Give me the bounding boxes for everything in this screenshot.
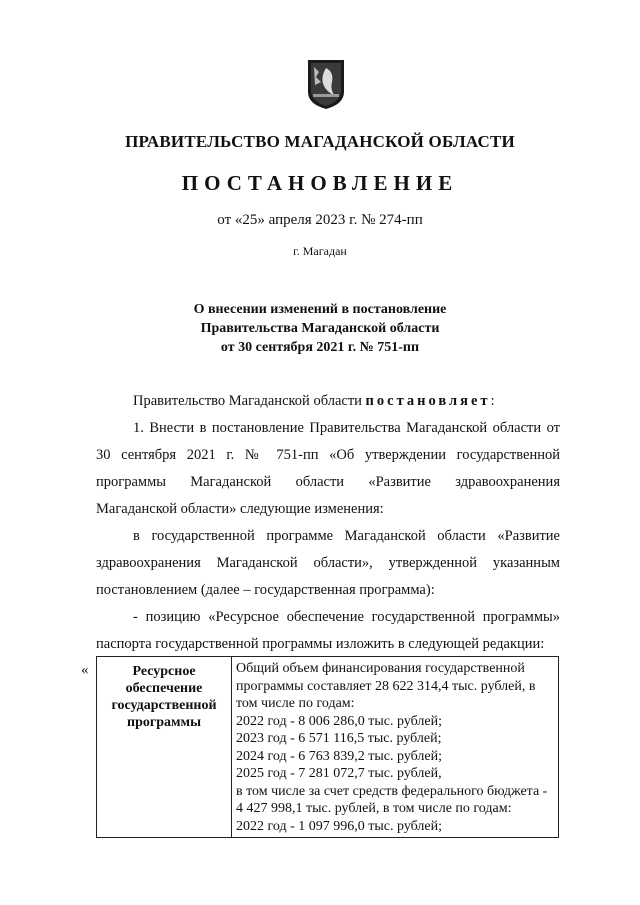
subject-line-1: О внесении изменений в постановление [193, 302, 447, 317]
label-line: Ресурсное [132, 664, 196, 679]
document-subject [0, 300, 640, 357]
label-line: обеспечение [125, 681, 203, 696]
subject-line-2: Правительства Магаданской области [200, 321, 440, 336]
document-date-number: от «25» апреля 2023 г. № 274-пп [217, 212, 423, 228]
preamble [96, 388, 560, 415]
resource-table [96, 656, 559, 838]
document-city: г. Магадан [293, 244, 347, 258]
open-quote: « [81, 662, 89, 678]
item-1-dash-text: - позицию «Ресурсное обеспечение государственной программы» паспорта государственной программы изложить в следующей редакции: [96, 609, 560, 652]
subject-line-3: от 30 сентября 2021 г. № 751-пп [220, 340, 420, 355]
financing-year: 2023 год - 6 571 116,5 тыс. рублей; [236, 731, 442, 746]
financing-year: 2025 год - 7 281 072,7 тыс. рублей, [236, 766, 442, 781]
federal-intro: в том числе за счет средств федерального бюджета - 4 427 998,1 тыс. рублей, в том числе по годам: [236, 783, 548, 816]
item-1-text: 1. Внести в постановление Правительства Магаданской области от 30 сентября 2021 г. № 751-пп «Об утверждении государственной программы Магаданской области «Развитие здравоохранения Магаданской области» следующие изменения: [96, 420, 560, 517]
financing-intro: Общий объем финансирования государственной программы составляет 28 622 314,4 тыс. рублей, в том числе по годам: [236, 661, 536, 711]
financing-year: 2022 год - 8 006 286,0 тыс. рублей; [236, 713, 443, 729]
item-1-subparagraph [96, 523, 560, 604]
preamble-prefix: Правительство Магаданской области [133, 393, 362, 409]
table-label-cell [97, 657, 232, 838]
table-row [97, 657, 559, 838]
preamble-resolves: постановляет [365, 393, 491, 409]
document-type: ПОСТАНОВЛЕНИЕ [181, 171, 459, 195]
financing-year: 2024 год - 6 763 839,2 тыс. рублей; [236, 748, 443, 764]
preamble-suffix: : [490, 393, 495, 409]
label-line: программы [127, 715, 201, 730]
table-value-cell [232, 657, 559, 838]
item-1-sub-text: в государственной программе Магаданской области «Развитие здравоохранения Магаданской области», утвержденной указанным постановлением (далее – государственная программа): [96, 528, 560, 598]
coat-of-arms-emblem [305, 58, 347, 110]
federal-year: 2022 год - 1 097 996,0 тыс. рублей; [236, 818, 443, 834]
item-1 [96, 415, 560, 523]
label-line: государственной [111, 698, 217, 713]
organization-title: ПРАВИТЕЛЬСТВО МАГАДАНСКОЙ ОБЛАСТИ [125, 132, 515, 151]
item-1-dash [96, 604, 560, 658]
